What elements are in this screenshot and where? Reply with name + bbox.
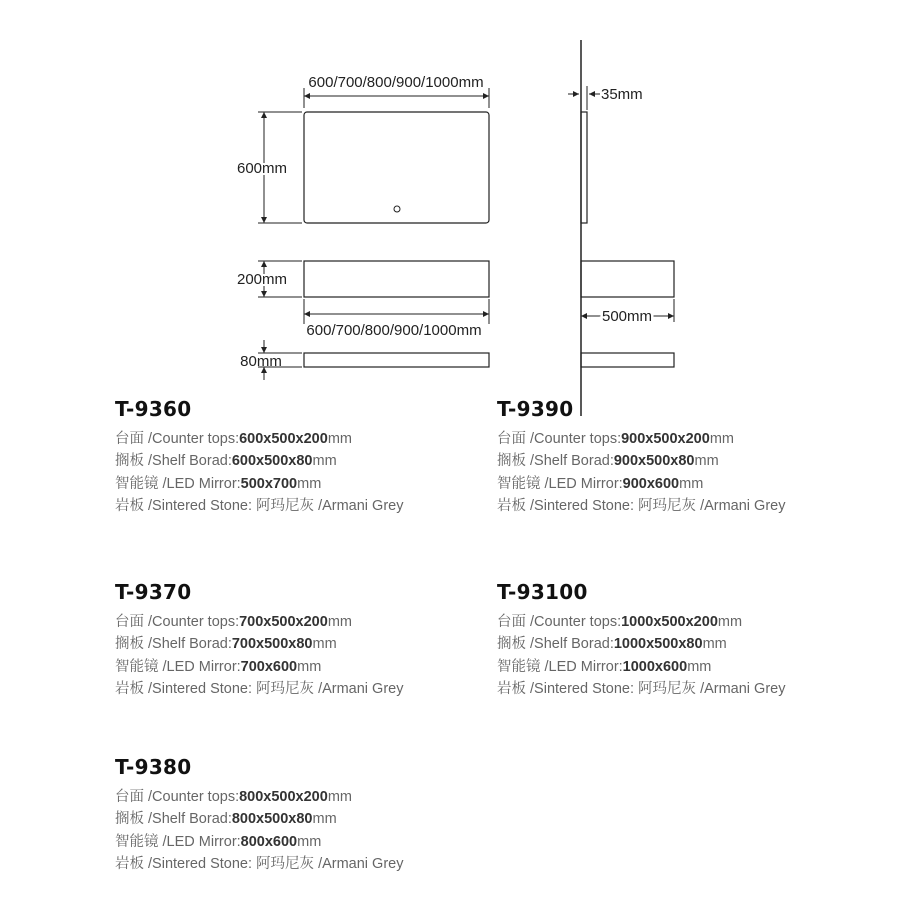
spec-shelf: 搁板 /Shelf Borad:1000x500x80mm [497,636,727,653]
spec-stone: 岩板 /Sintered Stone: 阿玛尼灰 /Armani Grey [115,680,404,697]
width-label-top: 600/700/800/900/1000mm [308,74,484,91]
mirror-touch-sensor-icon [394,206,400,212]
model-title: T-93100 [497,580,588,604]
spec-counter: 台面 /Counter tops:800x500x200mm [115,789,352,805]
spec-mirror: 智能镜 /LED Mirror:1000x600mm [497,658,712,675]
spec-counter: 台面 /Counter tops:700x500x200mm [115,614,352,630]
spec-block-t9380 [115,756,495,875]
spec-counter: 台面 /Counter tops:900x500x200mm [497,431,734,447]
spec-block-t9360 [115,398,495,517]
spec-mirror: 智能镜 /LED Mirror:500x700mm [115,475,322,492]
spec-mirror: 智能镜 /LED Mirror:700x600mm [115,658,322,675]
counter-depth-label: 500mm [601,308,653,325]
shelf-front-outline [304,353,489,367]
spec-shelf: 搁板 /Shelf Borad:900x500x80mm [497,453,719,470]
mirror-side-outline [581,112,587,223]
counter-side-outline [581,261,674,297]
spec-block-t9390 [497,398,877,517]
spec-shelf: 搁板 /Shelf Borad:700x500x80mm [115,636,337,653]
spec-stone: 岩板 /Sintered Stone: 阿玛尼灰 /Armani Grey [497,680,786,697]
counter-front-outline [304,261,489,297]
spec-stone: 岩板 /Sintered Stone: 阿玛尼灰 /Armani Grey [115,497,404,514]
spec-mirror: 智能镜 /LED Mirror:900x600mm [497,475,704,492]
spec-block-t93100 [497,581,877,700]
spec-counter: 台面 /Counter tops:600x500x200mm [115,431,352,447]
model-title: T-9370 [115,580,192,604]
spec-shelf: 搁板 /Shelf Borad:800x500x80mm [115,811,337,828]
model-title: T-9380 [115,755,192,779]
width-label-bottom: 600/700/800/900/1000mm [306,322,482,339]
spec-stone: 岩板 /Sintered Stone: 阿玛尼灰 /Armani Grey [497,497,786,514]
shelf-height-label: 80mm [240,353,282,370]
spec-block-t9370 [115,581,495,700]
model-title: T-9360 [115,397,192,421]
spec-stone: 岩板 /Sintered Stone: 阿玛尼灰 /Armani Grey [115,855,404,872]
spec-mirror: 智能镜 /LED Mirror:800x600mm [115,833,322,850]
mirror-height-label: 600mm [236,160,288,177]
model-title: T-9390 [497,397,574,421]
shelf-side-outline [581,353,674,367]
spec-shelf: 搁板 /Shelf Borad:600x500x80mm [115,453,337,470]
dimension-drawing [0,0,900,420]
spec-counter: 台面 /Counter tops:1000x500x200mm [497,614,743,630]
counter-height-label: 200mm [236,271,288,288]
mirror-depth-label: 35mm [601,86,643,103]
